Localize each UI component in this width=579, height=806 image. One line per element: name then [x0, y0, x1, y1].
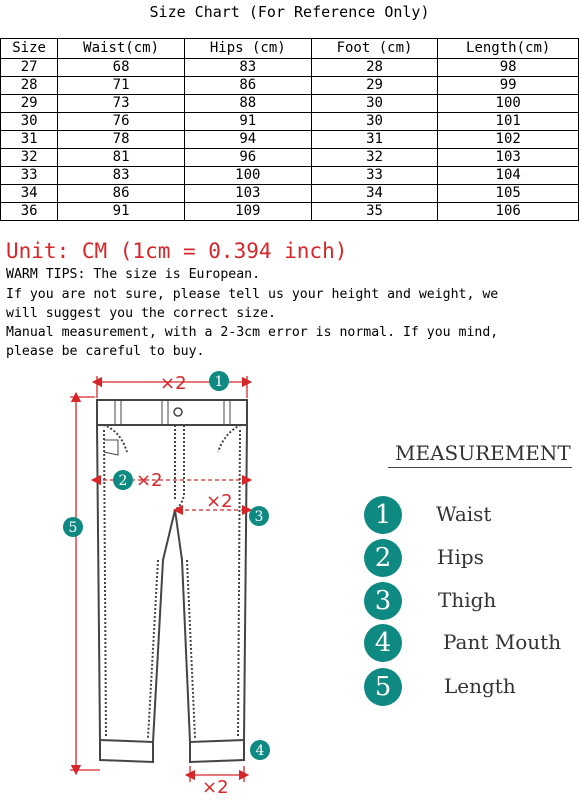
cell-size: 30: [1, 113, 58, 131]
legend-number: 1: [364, 496, 402, 534]
legend-number: 4: [364, 624, 402, 662]
cell-hips: 109: [184, 203, 311, 221]
cell-foot: 29: [311, 77, 438, 95]
cell-size: 31: [1, 131, 58, 149]
cell-hips: 88: [184, 95, 311, 113]
table-header-row: [1, 39, 579, 59]
cell-foot: 34: [311, 185, 438, 203]
table-row: [1, 185, 579, 203]
cell-waist: 71: [58, 77, 185, 95]
cell-hips: 83: [184, 59, 311, 77]
cell-size: 27: [1, 59, 58, 77]
legend-item-hips: [364, 539, 574, 579]
legend-item-length: [364, 668, 574, 708]
cell-length: 105: [438, 185, 579, 203]
tip-line: Manual measurement, with a 2-3cm error is normal. If you mind,: [6, 325, 499, 340]
cell-size: 34: [1, 185, 58, 203]
size-table: [0, 38, 579, 221]
times-two-label: ×2: [202, 777, 229, 798]
table-row: [1, 59, 579, 77]
table-row: [1, 77, 579, 95]
cell-hips: 86: [184, 77, 311, 95]
cell-foot: 32: [311, 149, 438, 167]
header-waist: Waist(cm): [58, 39, 185, 59]
times-two-label: ×2: [160, 373, 187, 394]
cell-length: 100: [438, 95, 579, 113]
header-hips: Hips (cm): [184, 39, 311, 59]
cell-hips: 91: [184, 113, 311, 131]
table-row: [1, 149, 579, 167]
cell-hips: 94: [184, 131, 311, 149]
legend-item-waist: [364, 496, 574, 536]
cell-waist: 81: [58, 149, 185, 167]
cell-hips: 100: [184, 167, 311, 185]
jeans-outline: [97, 400, 247, 762]
cell-hips: 96: [184, 149, 311, 167]
cell-size: 36: [1, 203, 58, 221]
table-row: [1, 131, 579, 149]
times-two-label: ×2: [136, 470, 163, 491]
header-foot: Foot (cm): [311, 39, 438, 59]
measurement-underline: [388, 467, 572, 468]
table-row: [1, 203, 579, 221]
cell-size: 29: [1, 95, 58, 113]
legend-label: Length: [444, 674, 516, 698]
cell-foot: 33: [311, 167, 438, 185]
cell-length: 106: [438, 203, 579, 221]
table-row: [1, 95, 579, 113]
cell-foot: 28: [311, 59, 438, 77]
tip-line: If you are not sure, please tell us your height and weight, we: [6, 287, 499, 302]
legend-label: Thigh: [438, 588, 497, 612]
tip-line: will suggest you the correct size.: [6, 306, 276, 321]
cell-length: 98: [438, 59, 579, 77]
table-row: [1, 167, 579, 185]
cell-length: 101: [438, 113, 579, 131]
cell-waist: 76: [58, 113, 185, 131]
cell-foot: 31: [311, 131, 438, 149]
cell-waist: 91: [58, 203, 185, 221]
marker-length: 5: [68, 520, 78, 536]
cell-length: 103: [438, 149, 579, 167]
page-title: Size Chart (For Reference Only): [149, 3, 430, 21]
marker-waist: 1: [214, 374, 224, 390]
cell-length: 102: [438, 131, 579, 149]
marker-hips: 2: [118, 473, 128, 489]
tip-line: please be careful to buy.: [6, 344, 205, 359]
legend-number: 5: [364, 668, 402, 706]
cell-waist: 73: [58, 95, 185, 113]
diagram-markers: [63, 371, 270, 760]
cell-length: 99: [438, 77, 579, 95]
table-body: [1, 59, 579, 221]
legend-item-pant-mouth: [364, 624, 574, 664]
cell-foot: 30: [311, 113, 438, 131]
times-two-label: ×2: [206, 491, 233, 512]
cell-waist: 83: [58, 167, 185, 185]
unit-note: Unit: CM (1cm = 0.394 inch): [6, 239, 348, 263]
legend-label: Waist: [436, 502, 492, 526]
header-length: Length(cm): [438, 39, 579, 59]
cell-foot: 30: [311, 95, 438, 113]
legend-label: Pant Mouth: [443, 630, 562, 654]
cell-waist: 68: [58, 59, 185, 77]
cell-foot: 35: [311, 203, 438, 221]
cell-length: 104: [438, 167, 579, 185]
cell-size: 32: [1, 149, 58, 167]
legend-number: 3: [364, 582, 402, 620]
legend-item-thigh: [364, 582, 574, 622]
marker-pant-mouth: 4: [255, 743, 265, 759]
cell-hips: 103: [184, 185, 311, 203]
table-row: [1, 113, 579, 131]
cell-size: 33: [1, 167, 58, 185]
legend-number: 2: [364, 539, 402, 577]
cell-waist: 78: [58, 131, 185, 149]
warm-tips: WARM TIPS: The size is European.: [6, 267, 261, 282]
cell-waist: 86: [58, 185, 185, 203]
measurement-title: MEASUREMENT: [395, 441, 571, 465]
legend-label: Hips: [437, 545, 484, 569]
header-size: Size: [1, 39, 58, 59]
marker-thigh: 3: [254, 509, 264, 525]
cell-size: 28: [1, 77, 58, 95]
